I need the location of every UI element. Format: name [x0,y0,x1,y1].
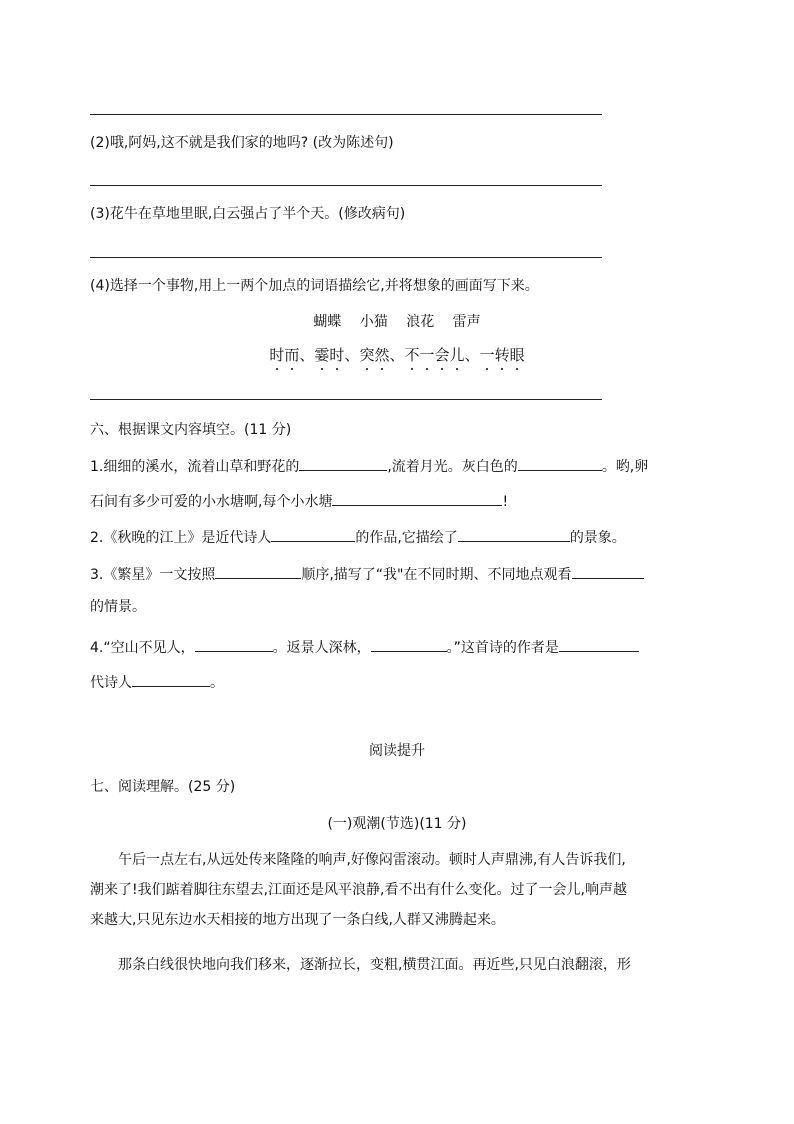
thing-word: 雷声 [452,314,481,330]
passage-line: 来越大,只见东边水天相接的地方出现了一条白线,人群又沸腾起来。 [90,912,505,928]
question-6-3-cont: 的情景。 [90,599,146,615]
question-text: ! [502,494,509,510]
fill-blank[interactable] [458,525,570,542]
fill-blank[interactable] [559,635,639,652]
fill-blank[interactable] [371,635,447,652]
passage-title: (一)观潮(节选)(11 分) [327,816,467,832]
passage-paragraph-2 [90,950,710,980]
question-text: ,流着月光。灰白色的 [387,459,518,475]
reading-heading: 阅读提升 [369,743,425,759]
question-text: 4.“空山不见人， [90,640,195,656]
fill-blank[interactable] [195,635,273,652]
question-6-3 [90,562,644,585]
question-6-1-cont [90,489,508,512]
question-text: 2.《秋晚的江上》是近代诗人 [90,530,272,546]
separator: 、 [299,346,315,364]
section-7-title: 七、阅读理解。(25 分) [90,779,236,795]
question-5-2: (2)哦,阿妈,这不就是我们家的地吗? (改为陈述句) [90,135,394,151]
answer-line[interactable] [90,185,602,186]
question-text: 。 [210,675,224,691]
question-text: 。返景人深林， [272,640,371,656]
fill-blank[interactable] [299,454,387,471]
question-text: 的景象。 [569,530,626,546]
question-text: 。哟,卵 [601,459,649,475]
question-text: 3.《繁星》一文按照 [90,567,216,583]
dotted-words [0,345,794,365]
thing-word: 蝴蝶 [313,314,342,330]
question-text: 的作品,它描绘了 [355,530,458,546]
question-text: 顺序,描写了“我"在不同时期、不同地点观看 [301,567,572,583]
dotted-word: 一转眼 [479,346,525,364]
dotted-word: 突然 [359,346,390,364]
fill-blank[interactable] [518,454,602,471]
separator: 、 [389,346,405,364]
fill-blank[interactable] [132,670,210,687]
question-text: 。”这首诗的作者是 [446,640,559,656]
dotted-word: 时而 [269,346,300,364]
answer-line[interactable] [90,257,602,258]
fill-blank[interactable] [332,489,502,506]
passage-line: 那条白线很快地向我们移来，逐渐拉长，变粗,横贯江面。再近些,只见白浪翻滚，形 [118,957,631,973]
separator: 、 [344,346,360,364]
question-text: 1.细细的溪水，流着山草和野花的 [90,459,300,475]
fill-blank[interactable] [215,562,301,579]
passage-line: 潮来了!我们踮着脚往东望去,江面还是风平浪静,看不出有什么变化。过了一会儿,响声越 [90,882,627,898]
question-6-4-cont [90,670,224,693]
section-6-title: 六、根据课文内容填空。(11 分) [90,422,292,438]
question-text: 代诗人 [90,675,132,691]
thing-word: 浪花 [406,314,435,330]
question-text: 石间有多少可爱的小水塘啊,每个小水塘 [90,494,333,510]
passage-paragraph-1 [90,845,710,935]
dotted-word: 不一会儿 [404,346,465,364]
fill-blank[interactable] [572,562,644,579]
question-6-2 [90,525,626,548]
fill-blank[interactable] [271,525,355,542]
passage-line: 午后一点左右,从远处传来隆隆的响声,好像闷雷滚动。顿时人声鼎沸,有人告诉我们, [118,852,626,868]
question-6-4 [90,635,639,658]
question-5-4: (4)选择一个事物,用上一两个加点的词语描绘它,并将想象的画面写下来。 [90,278,539,294]
question-6-1 [90,454,648,477]
things-list [0,312,794,332]
separator: 、 [464,346,480,364]
thing-word: 小猫 [359,314,388,330]
answer-line[interactable] [90,399,602,400]
answer-line[interactable] [90,114,602,115]
dotted-word: 霎时 [314,346,345,364]
question-5-3: (3)花牛在草地里眠,白云强占了半个天。(修改病句) [90,206,406,222]
